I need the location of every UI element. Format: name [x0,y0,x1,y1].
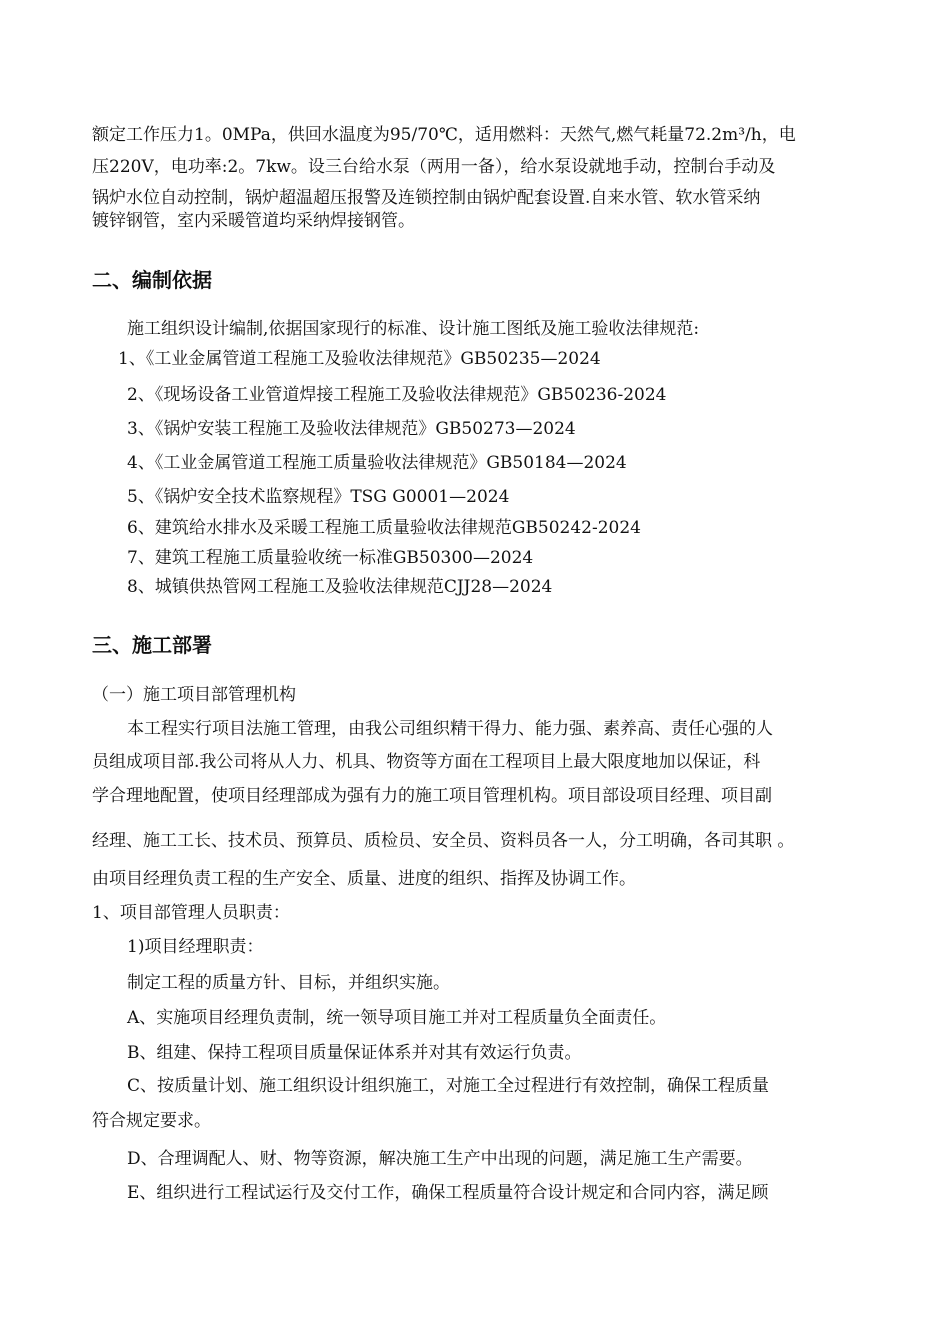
subsection-title: （一）施工项目部管理机构 [92,685,296,705]
duty-line: A、实施项目经理负责制，统一领导项目施工并对工程质量负全面责任。 [127,1008,667,1028]
basis-item: 3、《锅炉安装工程施工及验收法律规范》GB50273—2024 [127,419,576,439]
basis-intro: 施工组织设计编制,依据国家现行的标准、设计施工图纸及施工验收法律规范: [127,319,700,339]
body-line: 经理、施工工长、技术员、预算员、质检员、安全员、资料员各一人，分工明确，各司其职 。 [92,831,795,851]
basis-item: 8、城镇供热管网工程施工及验收法律规范CJJ28—2024 [127,577,553,597]
basis-item: 6、建筑给水排水及采暖工程施工质量验收法律规范GB50242-2024 [127,518,641,538]
intro-line: 压220V，电功率:2。7kw。设三台给水泵（两用一备），给水泵设就地手动，控制台手动及 [92,157,776,177]
intro-line: 锅炉水位自动控制，锅炉超温超压报警及连锁控制由锅炉配套设置.自来水管、软水管采纳 [92,188,761,208]
intro-line: 额定工作压力1。0MPa，供回水温度为95/70℃，适用燃料：天然气,燃气耗量72.2m³/h，电 [92,125,796,145]
basis-item: 4、《工业金属管道工程施工质量验收法律规范》GB50184—2024 [127,453,627,473]
body-line: 本工程实行项目法施工管理，由我公司组织精干得力、能力强、素养高、责任心强的人 [127,719,773,739]
basis-item: 5、《锅炉安全技术监察规程》TSG G0001—2024 [127,487,510,507]
pm-duties-title: 1)项目经理职责： [127,937,264,957]
duty-line: D、合理调配人、财、物等资源，解决施工生产中出现的问题，满足施工生产需要。 [127,1149,753,1169]
basis-item: 1、《工业金属管道工程施工及验收法律规范》GB50235—2024 [118,349,601,369]
duty-line: B、组建、保持工程项目质量保证体系并对其有效运行负责。 [127,1043,582,1063]
duty-line: C、按质量计划、施工组织设计组织施工，对施工全过程进行有效控制，确保工程质量 [127,1076,770,1096]
section-heading-deployment: 三、施工部署 [92,633,212,657]
section-heading-basis: 二、编制依据 [92,268,212,292]
basis-item: 7、建筑工程施工质量验收统一标准GB50300—2024 [127,548,534,568]
basis-item: 2、《现场设备工业管道焊接工程施工及验收法律规范》GB50236-2024 [127,385,667,405]
duties-title: 1、项目部管理人员职责： [92,903,290,923]
duty-line: 符合规定要求。 [92,1111,211,1131]
body-line: 学合理地配置，使项目经理部成为强有力的施工项目管理机构。项目部设项目经理、项目副 [92,786,772,806]
body-line: 由项目经理负责工程的生产安全、质量、进度的组织、指挥及协调工作。 [92,869,636,889]
body-line: 员组成项目部.我公司将从人力、机具、物资等方面在工程项目上最大限度地加以保证，科 [92,752,761,772]
intro-line: 镀锌钢管，室内采暖管道均采纳焊接钢管。 [92,211,415,231]
pm-intro: 制定工程的质量方针、目标，并组织实施。 [127,973,450,993]
duty-line: E、组织进行工程试运行及交付工作，确保工程质量符合设计规定和合同内容，满足顾 [127,1183,769,1203]
